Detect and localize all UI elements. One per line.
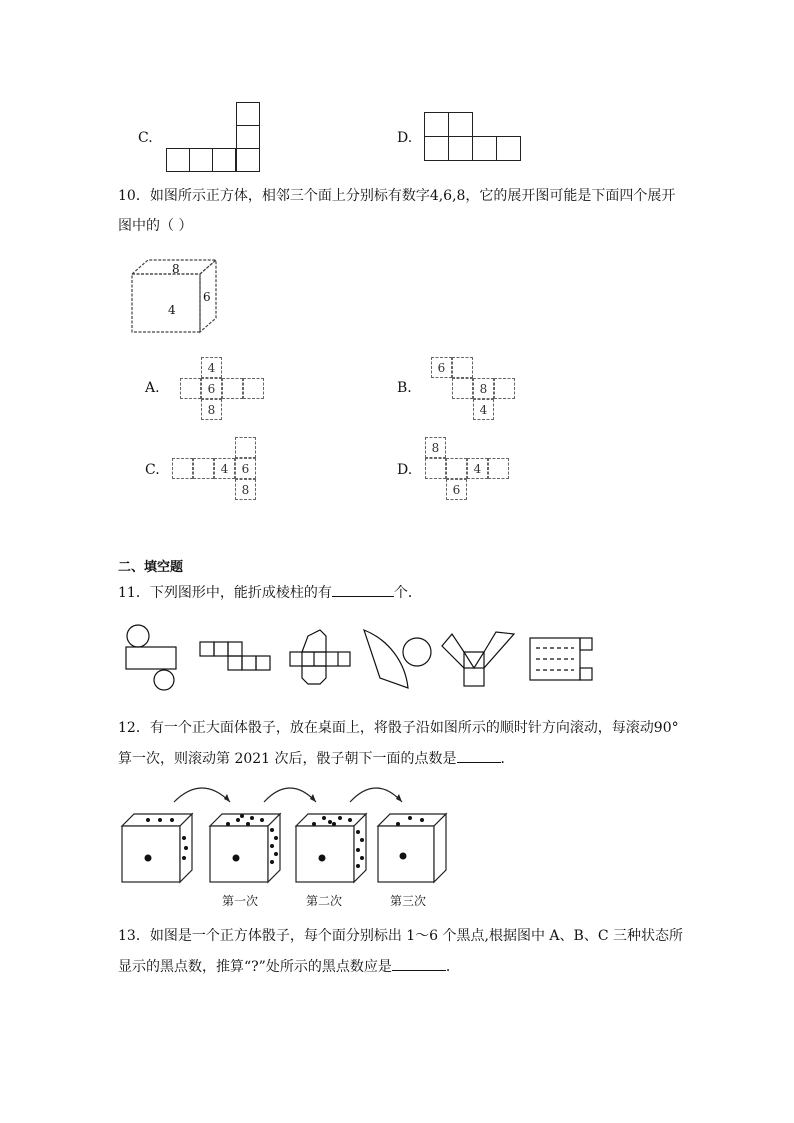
q9-option-c-label: C.	[138, 130, 153, 146]
q12-caption-first: 第一次	[222, 894, 259, 908]
q11-answer-blank[interactable]	[332, 582, 394, 597]
q10-net-a: 4 6 8	[180, 357, 264, 420]
section-heading-fill-in: 二、填空题	[118, 560, 184, 575]
q12-dice-rolling-figure	[118, 780, 458, 890]
q11-text	[118, 582, 422, 603]
q9-option-c-net	[166, 102, 260, 172]
q12-text-line2-before: 算一次，则滚动第 2021 次后，骰子朝下一面的点数是	[118, 751, 457, 767]
q12-text-line2	[118, 748, 515, 769]
q10-cube-right-number: 6	[203, 290, 211, 304]
q10-text-line1: 10．如图所示正方体，相邻三个面上分别标有数字4,6,8，它的展开图可能是下面四个展开	[118, 188, 676, 204]
q12-text-line2-after: ．	[500, 751, 515, 767]
q13-answer-blank[interactable]	[392, 956, 446, 971]
q10-option-d-label: D.	[397, 462, 413, 478]
q13-text-line1: 13．如图是一个正方体骰子，每个面分别标出 1～6 个黑点,根据图中 A、B、C 三种状态所	[118, 928, 683, 944]
q12-answer-blank[interactable]	[457, 748, 501, 763]
q9-option-d-label: D.	[397, 130, 413, 146]
q10-cube-front-number: 4	[168, 303, 176, 317]
q10-option-b-label: B.	[397, 380, 412, 396]
q12-caption-second: 第二次	[306, 894, 343, 908]
q10-net-c: 4 6 8	[172, 437, 256, 500]
q10-net-b: 6 8 4	[431, 357, 515, 420]
q10-net-d: 8 4 6	[425, 437, 509, 500]
q11-shapes-figure	[118, 622, 598, 692]
q9-option-d-net	[424, 112, 522, 160]
q13-text-line2-before: 显示的黑点数，推算“?”处所示的黑点数应是	[118, 959, 392, 975]
q13-text-line2	[118, 956, 460, 977]
q13-text-line2-after: ．	[445, 959, 460, 975]
q11-text-after: 个．	[393, 585, 422, 601]
q10-option-c-label: C.	[145, 462, 160, 478]
q11-text-before: 11．下列图形中，能折成棱柱的有	[118, 585, 332, 601]
q10-cube-top-number: 8	[172, 262, 180, 276]
q10-text-line2: 图中的（ ）	[118, 218, 193, 234]
q10-option-a-label: A.	[145, 380, 160, 396]
q12-caption-third: 第三次	[390, 894, 427, 908]
q12-text-line1: 12．有一个正大面体骰子，放在桌面上，将骰子沿如图所示的顺时针方向滚动，每滚动90°	[118, 720, 679, 736]
